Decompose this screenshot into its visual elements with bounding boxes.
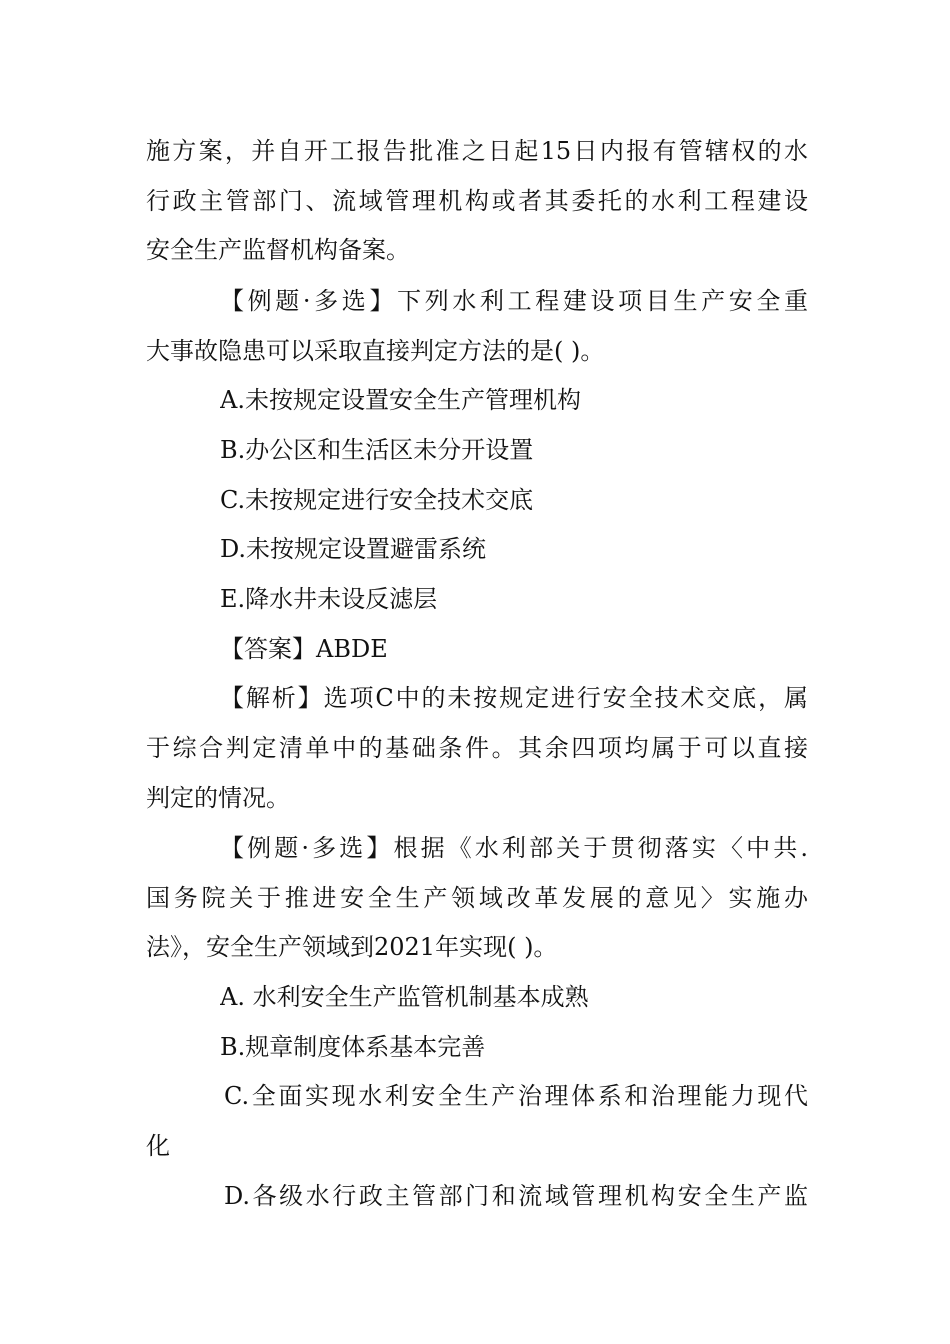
option-c: C.未按规定进行安全技术交底 [220, 486, 534, 514]
option-b: B.规章制度体系基本完善 [220, 1033, 486, 1061]
option-d: D.各级水行政主管部门和流域管理机构安全生产监 [224, 1182, 808, 1210]
explanation: 判定的情况。 [146, 784, 290, 812]
explanation: 于综合判定清单中的基础条件。其余四项均属于可以直接 [146, 734, 808, 762]
explanation: 【解析】选项C中的未按规定进行安全技术交底，属 [220, 684, 808, 712]
option-a: A. 水利安全生产监管机制基本成熟 [220, 983, 589, 1011]
paragraph-line: 行政主管部门、流域管理机构或者其委托的水利工程建设 [146, 187, 808, 215]
option-c: 化 [146, 1132, 170, 1160]
option-b: B.办公区和生活区未分开设置 [220, 436, 534, 464]
paragraph-line: 安全生产监督机构备案。 [146, 236, 410, 264]
question-stem: 【例题·多选】根据《水利部关于贯彻落实〈中共. [220, 834, 808, 862]
paragraph-line: 施方案，并自开工报告批准之日起15日内报有管辖权的水 [146, 137, 808, 165]
option-c: C.全面实现水利安全生产治理体系和治理能力现代 [224, 1082, 808, 1110]
question-stem: 大事故隐患可以采取直接判定方法的是( )。 [146, 337, 605, 365]
option-e: E.降水井未设反滤层 [220, 585, 438, 613]
option-d: D.未按规定设置避雷系统 [220, 535, 487, 563]
question-stem: 国务院关于推进安全生产领域改革发展的意见〉实施办 [146, 884, 808, 912]
answer: 【答案】ABDE [220, 635, 388, 663]
option-a: A.未按规定设置安全生产管理机构 [220, 386, 581, 414]
question-stem: 法》，安全生产领域到2021年实现( )。 [146, 933, 558, 961]
question-stem: 【例题·多选】下列水利工程建设项目生产安全重 [220, 287, 808, 315]
